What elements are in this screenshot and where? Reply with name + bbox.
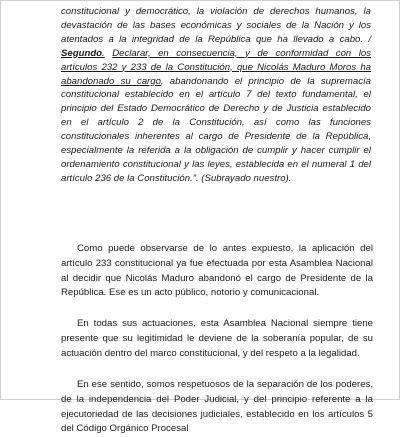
segundo-label: Segundo (61, 47, 103, 59)
paragraph-separation-of-powers: En ese sentido, somos respetuosos de la separación de los poderes, de la independencia del Poder Judicial, y del principio referente a la ejecutoriedad de las decisiones judiciales, establecido en los artículos 5 del Código Orgánico Procesal (61, 379, 373, 435)
quote-part-2: , abandonando el principio de la supremacía constitucional establecido en el artículo 7 del texto fundamental, el principio del Estado Democrático de Derecho y de Justicia establecido en el artículo 2 de la Constitución, así como las funciones constitucionales inherentes al cargo de Presidente de la República, especialmente la referida a la obligación de cumplir y hacer cumplir el ordenamiento constitucional y las leyes, establecida en el numeral 1 del artículo 236 de la Constitución.”. (61, 75, 371, 184)
segundo-underlined-text: Declarar, en consecuencia, y de conformidad con los artículos 232 y 233 de la Constitución, que Nicolás Maduro Moros ha abandonado su cargo (61, 47, 372, 87)
quoted-resolution: constitucional y democrático, la violación de derechos humanos, la devastación de las bases económicas y sociales de la Nación y los atentados a la integridad de la República que ha llevado a cabo. / Segundo. Declarar, en consecuencia, y de conformidad con los artículos 232 y 233 de la Constitución, que Nicolás Maduro Moros ha abandonado su cargo, abandonando el principio de la supremacía constitucional establecido en el artículo 7 del texto fundamental, el principio del Estado Democrático de Derecho y de Justicia establecido en el artículo 2 de la Constitución, así como las funciones constitucionales inherentes al cargo de Presidente de la República, especialmente la referida a la obligación de cumplir y hacer cumplir el ordenamiento constitucional y las leyes, establecida en el numeral 1 del artículo 236 de la Constitución.”. (Subrayado nuestro). (61, 6, 372, 184)
paragraph-legitimacy: En todas sus actuaciones, esta Asamblea Nacional siempre tiene presente que su legitimidad le deviene de la soberanía popular, de su actuación dentro del marco constitucional, y del respeto a la legalidad. (61, 318, 373, 359)
underline-note: (Subrayado nuestro). (201, 172, 292, 184)
quote-part-1: constitucional y democrático, la violación de derechos humanos, la devastación de las bases económicas y sociales de la Nación y los atentados a la integridad de la República que ha llevado a cabo. / (61, 6, 371, 45)
paragraph-article-233: Como puede observarse de lo antes expuesto, la aplicación del artículo 233 constitucional ya fue efectuada por esta Asamblea Nacional al decidir que Nicolás Maduro abandonó el cargo de Presidente de la República. Ese es un acto público, notorio y comunicacional. (61, 243, 373, 299)
